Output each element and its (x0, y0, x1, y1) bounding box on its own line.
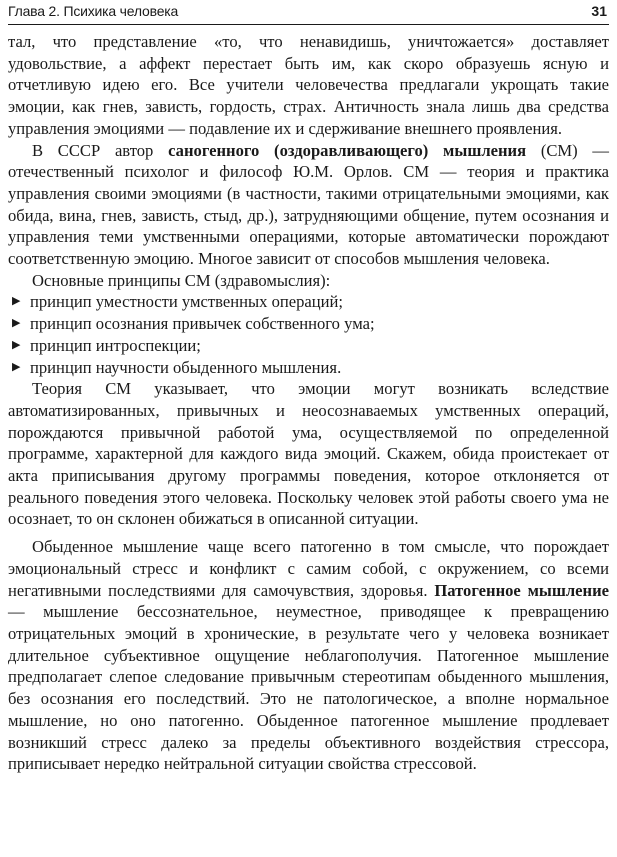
paragraph-continued: тал, что представление «то, что ненавидишь, уничтожается» доставляет удовольствие, а аффект перестает быть им, как скоро образуешь ясную и отчетливую идею его. Все учители человечества предлагали укрощать такие эмоции, как гнев, зависть, гордость, страх. Античность знала лишь два средства управления эмоциями — подавление их и сдерживание внешнего проявления. (8, 32, 609, 138)
term-sanogenic-thinking: саногенного (оздоравливающего) мышления (168, 140, 527, 160)
term-pathogenic-thinking: Патогенное мышление (434, 580, 609, 600)
paragraph-pathogenic-thinking (8, 536, 609, 775)
list-item-text: принцип интроспекции; (30, 335, 201, 355)
running-head-chapter: Глава 2. Психика человека (8, 3, 179, 19)
list-item-text: принцип уместности умственных операций; (30, 292, 344, 312)
list-item-text: принцип научности обыденного мышления. (30, 357, 342, 377)
page-body (8, 31, 609, 775)
triangle-bullet-icon: ▶ (12, 295, 21, 308)
triangle-bullet-icon: ▶ (12, 338, 21, 351)
list-item (8, 313, 609, 335)
paragraph-text: Обыденное мышление чаще всего патогенно в том смысле, что порождает эмоциональный стресс и конфликт с самим собой, с окружением, со всеми негативными последствиями для самочувствия, здоровья. (8, 537, 609, 600)
paragraph-text: — мышление бессознательное, неуместное, приводящее к превращению отрицательных эмоций в хронические, в результате чего у человека возникает длительное субъективное ощущение неблагополучия. Патогенное мышление предполагает слепое следование привычным стереотипам обыденного мышления, без осознания его последствий. Это не патологическое, а вполне нормальное мышление, но оно патогенно. Обыденное патогенное мышление продлевает возникший стресс далеко за пределы объективного воздействия стрессора, приписывает нередко нейтральной ситуации свойства стрессовой. (8, 602, 609, 774)
principles-intro: Основные принципы СМ (здравомыслия): (32, 270, 331, 290)
paragraph-sanogenic-thinking (8, 140, 609, 270)
principles-list (8, 291, 609, 378)
list-item (8, 357, 609, 379)
paragraph-text: В СССР автор (32, 140, 169, 160)
list-item-text: принцип осознания привычек собственного ума; (30, 314, 375, 334)
list-item (8, 335, 609, 357)
paragraph-theory: Теория СМ указывает, что эмоции могут возникать вследствие автоматизированных, привычных и неосознаваемых умственных операций, порождаются привычной работой ума, осуществляемой по определенной программе, характерной для каждого вида эмоций. Скажем, обида проистекает от акта приписывания другому программы поведения, которое отклоняется от реального поведения этого человека. Поскольку человек этой работы своего ума не осознает, то он склонен обижаться в описанной ситуации. (8, 379, 609, 529)
page-number: 31 (591, 3, 607, 19)
triangle-bullet-icon: ▶ (12, 317, 21, 330)
paragraph-text: (СМ) — отечественный психолог и философ Ю.М. Орлов. СМ — теория и практика управления своими эмоциями (в частности, такими отрицательными эмоциями, как обида, вина, гнев, зависть, стыд, др.), затрудняющими общение, путем осознания и управления теми умственными операциями, которые автоматически порождают соответственную эмоцию. Многое зависит от способов мышления человека. (8, 140, 610, 269)
triangle-bullet-icon: ▶ (12, 360, 21, 373)
page-header (8, 0, 609, 25)
list-item (8, 291, 609, 313)
